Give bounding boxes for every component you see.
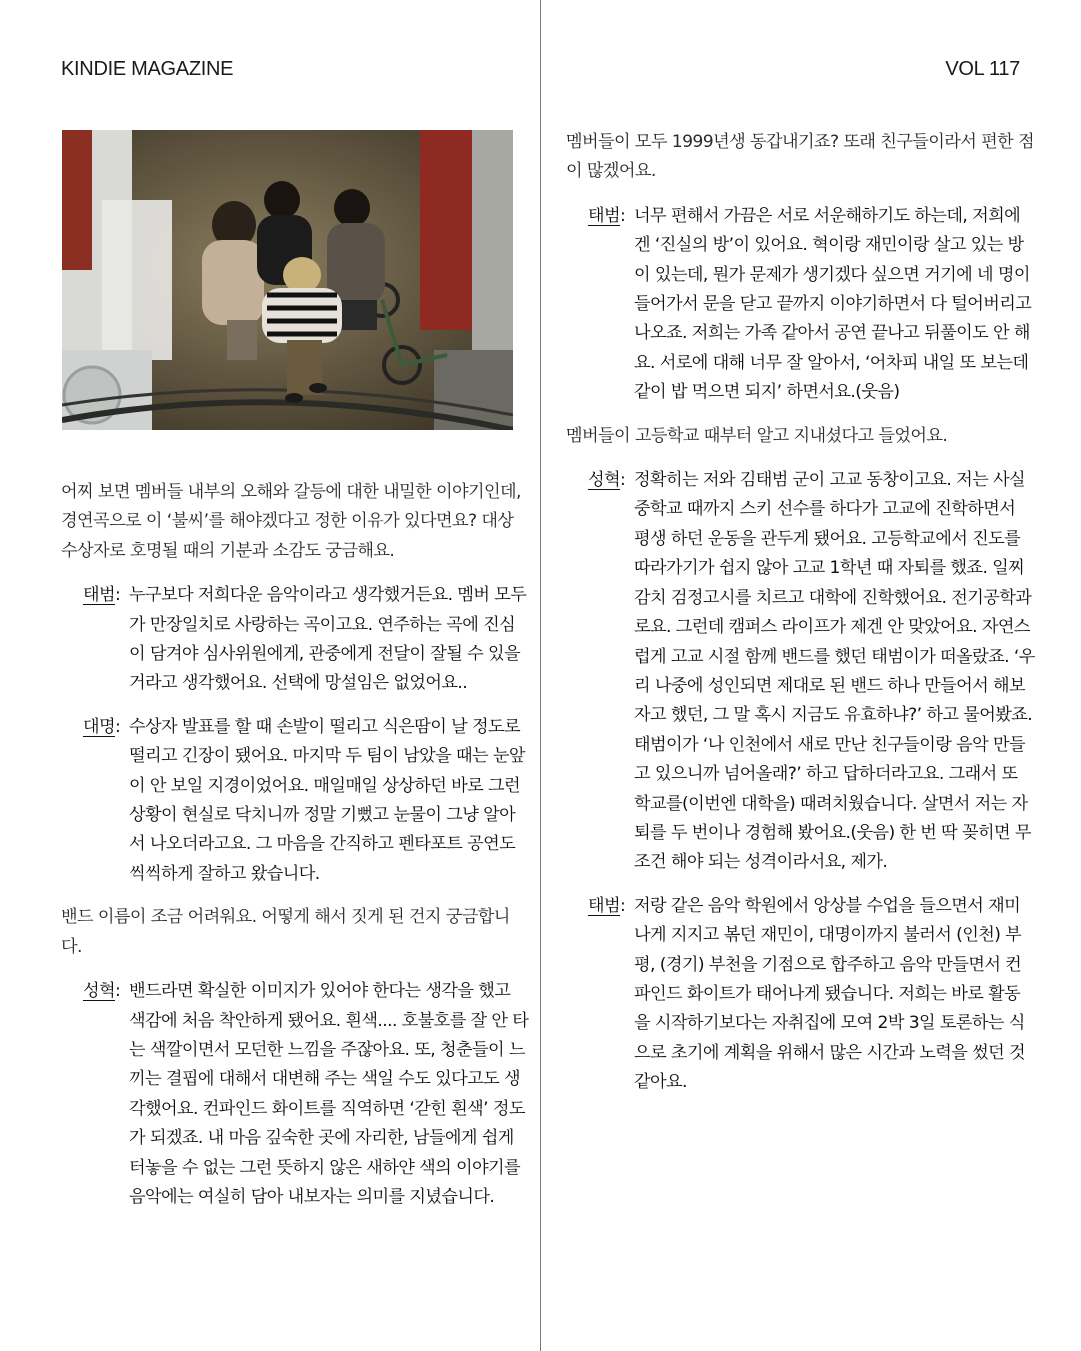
answer-1 — [61, 581, 529, 699]
speaker-name: 태범 : — [588, 202, 625, 231]
answer-text: 누구보다 저희다운 음악이라고 생각했거든요. 멤버 모두가 만장일치로 사랑하는 곡이고요. 연주하는 곡에 진심이 담겨야 심사위원에게, 관중에게 전달이 잘될 수 있을 거라고 생각했어요. 선택에 망설임은 없었어요.. — [129, 585, 527, 694]
right-column — [566, 128, 1036, 1112]
column-divider — [540, 0, 541, 1351]
speaker-name: 태범 : — [83, 581, 120, 610]
speaker-name: 태범 : — [588, 892, 625, 921]
answer-text: 정확히는 저와 김태범 군이 고교 동창이고요. 저는 사실 중학교 때까지 스키 선수를 하다가 고교에 진학하면서 평생 하던 운동을 관두게 됐어요. 고등학교에서 진도를 따라가기가 쉽지 않아 고교 1학년 때 자퇴를 했죠. 일찌감치 검정고시를 치르고 대학에 진학했어요. 전기공학과로요. 그런데 캠퍼스 라이프가 제겐 안 맞았어요. 자연스럽게 고교 시절 함께 밴드를 했던 태범이가 떠올랐죠. ‘우리 나중에 성인되면 제대로 된 밴드 하나 만들어서 해보자고 했던, 그 말 혹시 지금도 유효하냐?’ 하고 물어봤죠. 태범이가 ‘나 인천에서 새로 만난 친구들이랑 음악 만들고 있으니까 넘어올래?’ 하고 답하더라고요. 그래서 또 학교를(이번엔 대학을) 때려치웠습니다. 살면서 저는 자퇴를 두 번이나 경험해 봤어요.(웃음) 한 번 딱 꽂히면 무조건 해야 되는 성격이라서요, 제가. — [634, 470, 1035, 873]
left-column — [61, 478, 529, 1226]
speaker-name: 성혁 : — [83, 977, 120, 1006]
answer-4 — [566, 202, 1036, 408]
band-photo — [62, 130, 513, 430]
question-3: 멤버들이 모두 1999년생 동갑내기죠? 또래 친구들이라서 편한 점이 많겠어요. — [566, 132, 1034, 182]
answer-text: 밴드라면 확실한 이미지가 있어야 한다는 생각을 했고 색감에 처음 착안하게 됐어요. 흰색.... 호불호를 잘 안 타는 색깔이면서 모던한 느낌을 주잖아요. 또, 청춘들이 느끼는 결핍에 대해서 대변해 주는 색일 수도 있다고도 생각했어요. 컨파인드 화이트를 직역하면 ‘갇힌 흰색’ 정도가 되겠죠. 내 마음 깊숙한 곳에 자리한, 남들에게 쉽게 터놓을 수 없는 그런 뜻하지 않은 새하얀 색의 이야기를 음악에는 여실히 담아 내보자는 의미를 지녔습니다. — [129, 981, 529, 1207]
answer-3 — [61, 977, 529, 1212]
answer-2 — [61, 713, 529, 889]
answer-6 — [566, 892, 1036, 1098]
answer-text: 저랑 같은 음악 학원에서 앙상블 수업을 들으면서 재미나게 지지고 볶던 재민이, 대명이까지 불러서 (인천) 부평, (경기) 부천을 기점으로 합주하고 음악 만들면서 컨파인드 화이트가 태어나게 됐습니다. 저희는 바로 활동을 시작하기보다는 자취집에 모여 2박 3일 토론하는 식으로 초기에 계획을 위해서 많은 시간과 노력을 썼던 것 같아요. — [634, 895, 1025, 1093]
volume-number: VOL 117 — [945, 58, 1020, 80]
answer-text: 너무 편해서 가끔은 서로 서운해하기도 하는데, 저희에겐 ‘진실의 방’이 있어요. 혁이랑 재민이랑 살고 있는 방이 있는데, 뭔가 문제가 생기겠다 싶으면 거기에 네 명이 들어가서 문을 닫고 끝까지 이야기하면서 다 털어버리고 나오죠. 저희는 가족 같아서 공연 끝나고 뒤풀이도 안 해요. 서로에 대해 너무 잘 알아서, ‘어차피 내일 또 보는데 같이 밥 먹으면 되지’ 하면서요.(웃음) — [634, 205, 1032, 403]
answer-5 — [566, 466, 1036, 878]
speaker-name: 성혁 : — [588, 466, 625, 495]
magazine-title: KINDIE MAGAZINE — [61, 58, 234, 80]
question-4: 멤버들이 고등학교 때부터 알고 지내셨다고 들었어요. — [566, 425, 948, 446]
answer-text: 수상자 발표를 할 때 손발이 떨리고 식은땀이 날 정도로 떨리고 긴장이 됐어요. 마지막 두 팀이 남았을 때는 눈앞이 안 보일 지경이었어요. 매일매일 상상하던 바로 그런 상황이 현실로 닥치니까 정말 기뻤고 눈물이 그냥 알아서 나오더라고요. 그 마음을 간직하고 펜타포트 공연도 씩씩하게 잘하고 왔습니다. — [129, 716, 525, 884]
speaker-name: 대명 : — [83, 713, 120, 742]
question-1: 어찌 보면 멤버들 내부의 오해와 갈등에 대한 내밀한 이야기인데, 경연곡으로 이 ‘불씨’를 해야겠다고 정한 이유가 있다면요? 대상 수상자로 호명될 때의 기분과 소감도 궁금해요. — [61, 482, 521, 561]
band-photo-illustration — [62, 130, 513, 430]
question-2: 밴드 이름이 조금 어려워요. 어떻게 해서 짓게 된 건지 궁금합니다. — [61, 907, 510, 957]
